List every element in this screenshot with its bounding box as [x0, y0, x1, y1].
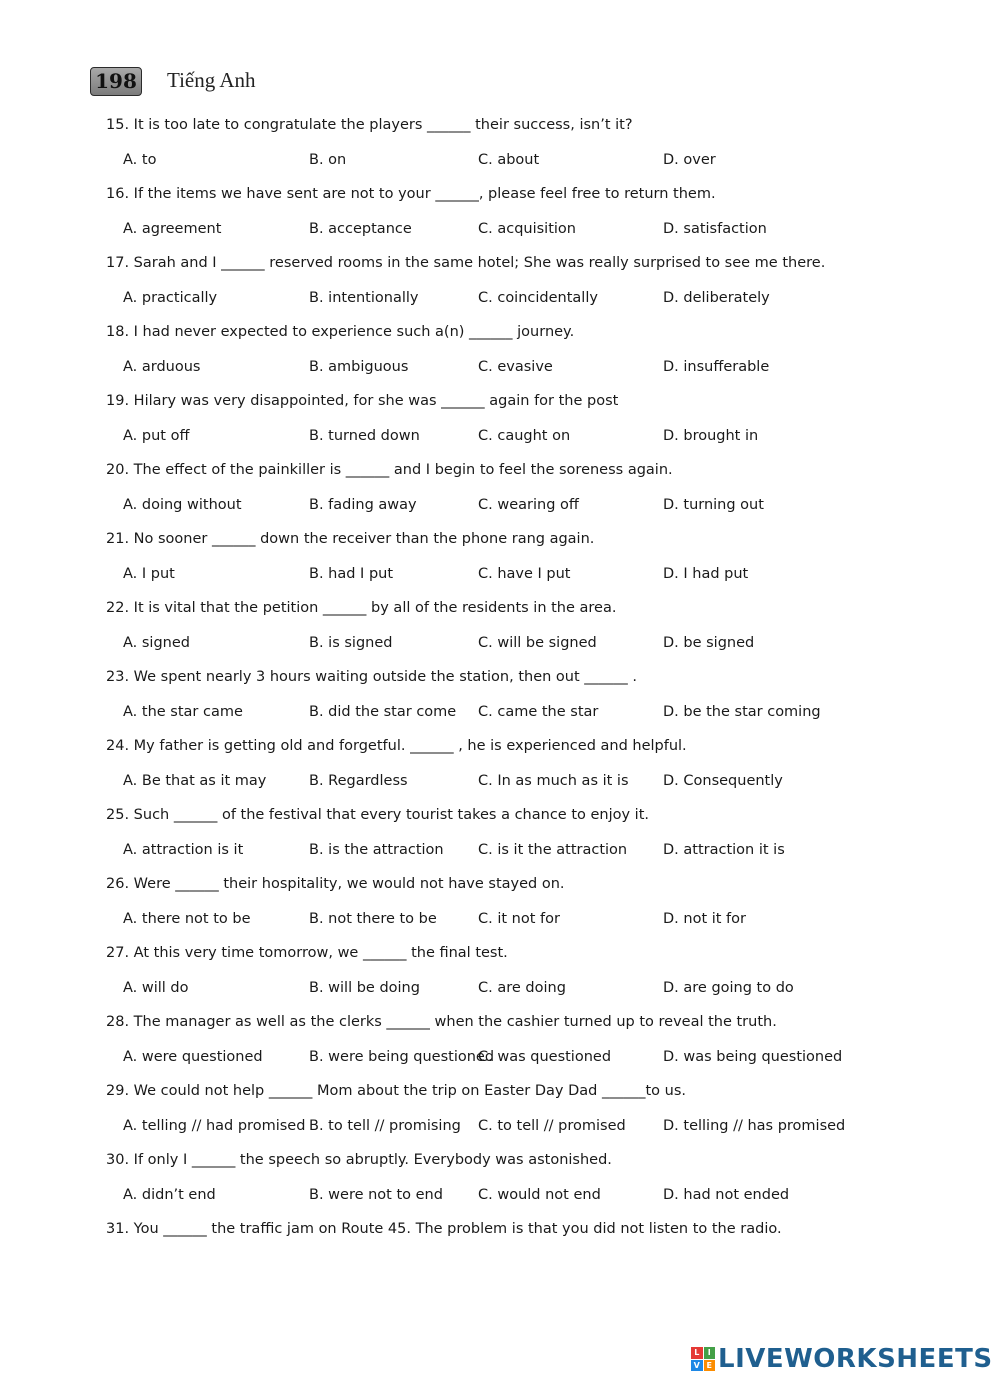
answer-option-d: D. are going to do: [663, 980, 794, 996]
answer-option-d: D. deliberately: [663, 290, 770, 306]
answer-option-b: B. on: [309, 152, 347, 168]
logo-tile: I: [704, 1347, 716, 1359]
answer-option-d: D. had not ended: [663, 1187, 790, 1203]
question-item: [0, 1014, 999, 1083]
answer-option-d: D. over: [663, 152, 716, 168]
answer-option-a: A. there not to be: [123, 911, 251, 927]
question-text: 17. Sarah and I ______ reserved rooms in the same hotel; She was really surprised to see me there.: [106, 255, 826, 271]
liveworksheets-logo[interactable]: [691, 1344, 993, 1374]
question-text: 21. No sooner ______ down the receiver than the phone rang again.: [106, 531, 595, 547]
question-text: 22. It is vital that the petition ______ by all of the residents in the area.: [106, 600, 617, 616]
question-text: 23. We spent nearly 3 hours waiting outside the station, then out ______ .: [106, 669, 637, 685]
answer-option-a: A. the star came: [123, 704, 243, 720]
answer-option-a: A. agreement: [123, 221, 222, 237]
question-text: 18. I had never expected to experience such a(n) ______ journey.: [106, 324, 575, 340]
question-item: [0, 738, 999, 807]
answer-option-b: B. ambiguous: [309, 359, 409, 375]
answer-option-b: B. fading away: [309, 497, 417, 513]
answer-option-b: B. not there to be: [309, 911, 437, 927]
answer-option-a: A. will do: [123, 980, 189, 996]
answer-option-a: A. attraction is it: [123, 842, 244, 858]
question-text: 27. At this very time tomorrow, we ______ the final test.: [106, 945, 508, 961]
question-text: 19. Hilary was very disappointed, for she was ______ again for the post: [106, 393, 619, 409]
question-item: [0, 1221, 999, 1290]
question-item: [0, 255, 999, 324]
answer-option-b: B. turned down: [309, 428, 420, 444]
question-text: 24. My father is getting old and forgetful. ______ , he is experienced and helpful.: [106, 738, 687, 754]
answer-option-d: D. insufferable: [663, 359, 770, 375]
answer-option-c: C. In as much as it is: [478, 773, 629, 789]
question-item: [0, 600, 999, 669]
answer-option-c: C. it not for: [478, 911, 560, 927]
question-item: [0, 945, 999, 1014]
question-text: 16. If the items we have sent are not to your ______, please feel free to return them.: [106, 186, 716, 202]
answer-option-c: C. acquisition: [478, 221, 576, 237]
answer-option-a: A. telling // had promised: [123, 1118, 306, 1134]
question-item: [0, 807, 999, 876]
answer-option-d: D. was being questioned: [663, 1049, 843, 1065]
logo-tile: E: [704, 1360, 716, 1372]
answer-option-d: D. satisfaction: [663, 221, 767, 237]
answer-option-b: B. is signed: [309, 635, 393, 651]
question-item: [0, 1152, 999, 1221]
answer-option-d: D. Consequently: [663, 773, 783, 789]
answer-option-a: A. arduous: [123, 359, 201, 375]
question-item: [0, 324, 999, 393]
answer-option-c: C. coincidentally: [478, 290, 598, 306]
answer-option-c: C. have I put: [478, 566, 571, 582]
question-item: [0, 1083, 999, 1152]
question-list: [0, 117, 999, 1290]
answer-option-d: D. attraction it is: [663, 842, 785, 858]
answer-option-d: D. I had put: [663, 566, 749, 582]
page-number-badge: 198: [90, 67, 142, 96]
logo-tile: V: [691, 1360, 703, 1372]
answer-option-c: C. was questioned: [478, 1049, 612, 1065]
answer-option-b: B. is the attraction: [309, 842, 444, 858]
question-text: 31. You ______ the traffic jam on Route 45. The problem is that you did not listen to the radio.: [106, 1221, 782, 1237]
question-item: [0, 876, 999, 945]
answer-option-b: B. intentionally: [309, 290, 419, 306]
question-text: 15. It is too late to congratulate the players ______ their success, isn’t it?: [106, 117, 633, 133]
answer-option-d: D. be signed: [663, 635, 755, 651]
answer-option-b: B. Regardless: [309, 773, 408, 789]
answer-option-b: B. were not to end: [309, 1187, 443, 1203]
question-text: 25. Such ______ of the festival that every tourist takes a chance to enjoy it.: [106, 807, 650, 823]
answer-option-a: A. didn’t end: [123, 1187, 216, 1203]
answer-option-d: D. telling // has promised: [663, 1118, 846, 1134]
answer-option-c: C. wearing off: [478, 497, 579, 513]
liveworksheets-wordmark: LIVEWORKSHEETS: [718, 1344, 993, 1374]
question-text: 28. The manager as well as the clerks ______ when the cashier turned up to reveal the truth.: [106, 1014, 777, 1030]
answer-option-a: A. to: [123, 152, 157, 168]
logo-tile: L: [691, 1347, 703, 1359]
answer-option-b: B. to tell // promising: [309, 1118, 461, 1134]
liveworksheets-icon: [691, 1347, 715, 1371]
answer-option-c: C. came the star: [478, 704, 599, 720]
question-item: [0, 669, 999, 738]
answer-option-b: B. will be doing: [309, 980, 420, 996]
answer-option-c: C. about: [478, 152, 540, 168]
question-text: 29. We could not help ______ Mom about the trip on Easter Day Dad ______to us.: [106, 1083, 687, 1099]
answer-option-d: D. not it for: [663, 911, 746, 927]
answer-option-d: D. brought in: [663, 428, 759, 444]
page-subject: Tiếng Anh: [167, 68, 256, 92]
answer-option-a: A. I put: [123, 566, 175, 582]
answer-option-c: C. to tell // promised: [478, 1118, 626, 1134]
answer-option-b: B. were being questioned: [309, 1049, 495, 1065]
answer-option-a: A. signed: [123, 635, 190, 651]
answer-option-c: C. caught on: [478, 428, 571, 444]
question-item: [0, 186, 999, 255]
answer-option-c: C. are doing: [478, 980, 566, 996]
question-text: 30. If only I ______ the speech so abruptly. Everybody was astonished.: [106, 1152, 612, 1168]
question-item: [0, 117, 999, 186]
answer-option-a: A. doing without: [123, 497, 242, 513]
answer-option-b: B. had I put: [309, 566, 394, 582]
answer-option-a: A. Be that as it may: [123, 773, 267, 789]
answer-option-d: D. be the star coming: [663, 704, 821, 720]
answer-option-c: C. is it the attraction: [478, 842, 628, 858]
answer-option-d: D. turning out: [663, 497, 764, 513]
question-text: 20. The effect of the painkiller is ______ and I begin to feel the soreness again.: [106, 462, 673, 478]
question-item: [0, 462, 999, 531]
answer-option-a: A. practically: [123, 290, 218, 306]
answer-option-c: C. would not end: [478, 1187, 601, 1203]
answer-option-b: B. acceptance: [309, 221, 412, 237]
question-item: [0, 531, 999, 600]
question-text: 26. Were ______ their hospitality, we would not have stayed on.: [106, 876, 565, 892]
answer-option-b: B. did the star come: [309, 704, 457, 720]
question-item: [0, 393, 999, 462]
answer-option-c: C. evasive: [478, 359, 553, 375]
answer-option-a: A. put off: [123, 428, 190, 444]
answer-option-a: A. were questioned: [123, 1049, 263, 1065]
answer-option-c: C. will be signed: [478, 635, 597, 651]
